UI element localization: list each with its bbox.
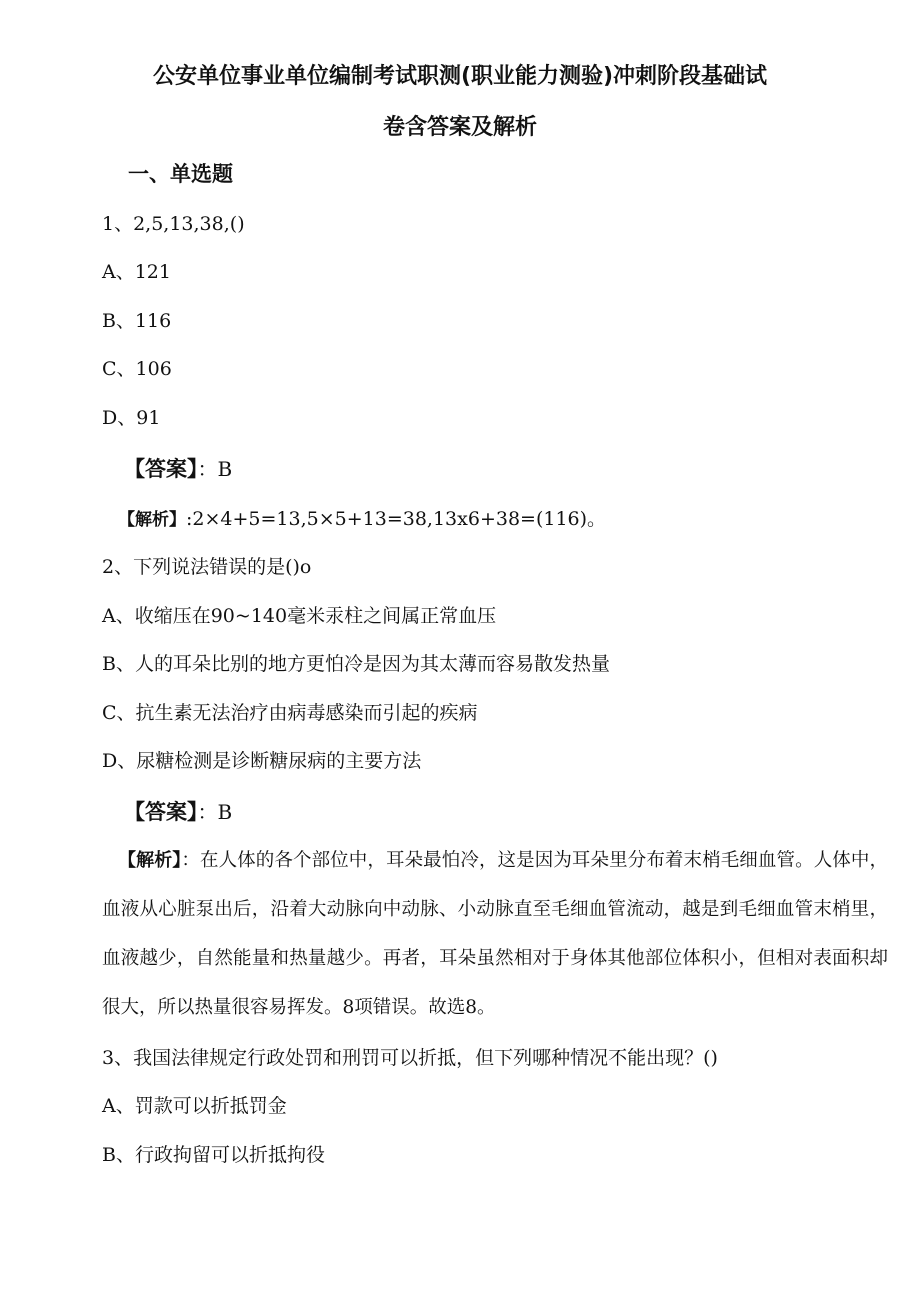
explanation-label: 【解析】 xyxy=(118,850,182,871)
question-2-option-a: A、收缩压在90~140毫米汞柱之间属正常血压 xyxy=(102,605,497,627)
document-title-line-2: 卷含答案及解析 xyxy=(382,115,537,140)
answer-label: 【答案】 xyxy=(124,457,198,481)
question-3-option-a: A、罚款可以折抵罚金 xyxy=(102,1095,287,1117)
document-title-line-1: 公安单位事业单位编制考试职测(职业能力测验)冲刺阶段基础试 xyxy=(152,64,768,89)
question-1-stem: 1、2,5,13,38,() xyxy=(102,213,245,235)
question-2-option-d: D、尿糖检测是诊断糖尿病的主要方法 xyxy=(102,750,422,772)
question-3-option-b: B、行政拘留可以折抵拘役 xyxy=(102,1144,325,1166)
question-2-stem: 2、下列说法错误的是()o xyxy=(102,556,312,578)
answer-value: ：B xyxy=(197,457,233,481)
question-1-explanation xyxy=(118,507,606,532)
explanation-label: 【解析】 xyxy=(118,510,186,530)
question-3-stem: 3、我国法律规定行政处罚和刑罚可以折抵，但下列哪种情况不能出现？() xyxy=(102,1047,718,1069)
question-1-option-d: D、91 xyxy=(102,407,161,429)
question-2-answer xyxy=(124,800,232,825)
question-1-option-c: C、106 xyxy=(102,358,172,380)
answer-value: ：B xyxy=(197,800,233,824)
question-1-answer xyxy=(124,457,232,482)
question-2-option-c: C、抗生素无法治疗由病毒感染而引起的疾病 xyxy=(102,702,478,724)
answer-label: 【答案】 xyxy=(124,800,198,824)
question-1-option-b: B、116 xyxy=(102,310,172,332)
question-2-option-b: B、人的耳朵比别的地方更怕冷是因为其太薄而容易散发热量 xyxy=(102,653,610,675)
section-heading: 一、单选题 xyxy=(128,162,233,186)
question-1-option-a: A、121 xyxy=(102,261,171,283)
question-2-explanation xyxy=(102,836,888,1032)
explanation-text: :2×4+5=13,5×5+13=38,13x6+38=(116)。 xyxy=(186,508,607,530)
explanation-text: ：在人体的各个部位中，耳朵最怕冷，这是因为耳朵里分布着末梢毛细血管。人体中，血液从心脏泵出后，沿着大动脉向中动脉、小动脉直至毛细血管流动，越是到毛细血管末梢里，血液越少，自然能量和热量越少。再者，耳朵虽然相对于身体其他部位体积小，但相对表面积却很大，所以热量很容易挥发。8项错误。故选8。 xyxy=(102,850,888,1018)
